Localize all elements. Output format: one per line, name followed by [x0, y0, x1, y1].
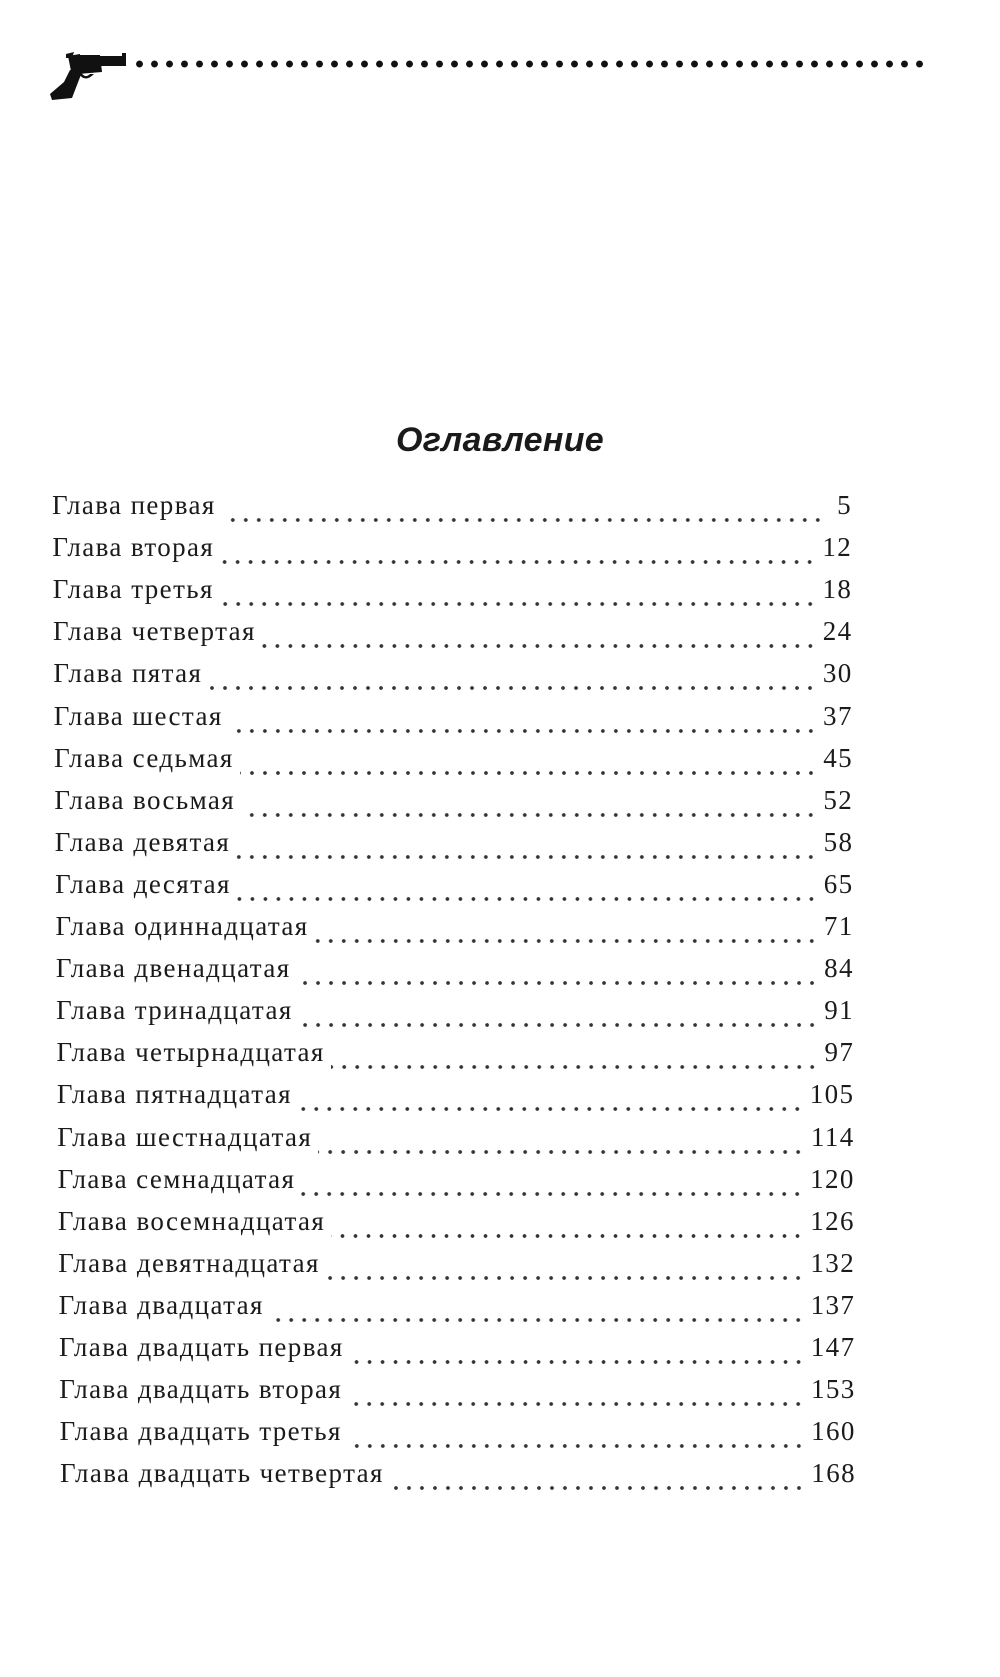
toc-chapter-title: Глава первая [52, 490, 216, 520]
toc-chapter-title: Глава вторая [52, 532, 215, 563]
toc-entry [54, 701, 853, 741]
toc-page-number: 114 [810, 1121, 855, 1152]
toc-entry [52, 490, 852, 530]
toc-entry [53, 616, 852, 656]
toc-entry [60, 1458, 856, 1498]
toc-entry [60, 1416, 856, 1456]
toc-entry [53, 658, 852, 698]
toc-page-number: 120 [810, 1163, 855, 1194]
toc-dot-leader [331, 1233, 804, 1239]
toc-page-number: 147 [810, 1332, 856, 1362]
header-dot-rule [132, 58, 924, 70]
toc-page-number: 137 [810, 1289, 856, 1320]
toc-dot-leader [220, 601, 817, 607]
toc-page-number: 105 [809, 1079, 855, 1110]
toc-entry [57, 1079, 855, 1119]
toc-dot-leader [237, 896, 818, 902]
toc-chapter-title: Глава двадцать первая [58, 1332, 344, 1362]
toc-chapter-title: Глава шестнадцатая [57, 1121, 313, 1152]
toc-dot-leader [315, 938, 818, 944]
toc-dot-leader [348, 1401, 805, 1407]
revolver-icon [48, 52, 140, 102]
toc-dot-leader [390, 1485, 805, 1491]
toc-page-number: 52 [823, 784, 854, 815]
toc-page-number: 18 [822, 574, 853, 605]
toc-page-number: 132 [810, 1247, 856, 1278]
page-title: Оглавление [395, 420, 604, 459]
toc-dot-leader [220, 559, 816, 565]
toc-page-number: 24 [822, 616, 853, 647]
toc-entry [55, 911, 853, 951]
toc-entry [55, 869, 853, 909]
toc-page-number: 97 [824, 1037, 855, 1068]
toc-chapter-title: Глава четвертая [53, 616, 256, 647]
toc-chapter-title: Глава семнадцатая [57, 1163, 296, 1194]
toc-entry [58, 1206, 855, 1246]
toc-entry [57, 1037, 855, 1077]
toc-entry [54, 785, 853, 825]
toc-dot-leader [299, 1022, 819, 1028]
toc-entry [56, 953, 854, 993]
toc-page-number: 12 [822, 532, 853, 563]
toc-dot-leader [350, 1359, 805, 1365]
toc-chapter-title: Глава восемнадцатая [57, 1205, 326, 1236]
toc-entry [57, 1122, 854, 1162]
toc-dot-leader [318, 1149, 805, 1155]
toc-entry [58, 1164, 855, 1204]
toc-dot-leader [298, 1106, 804, 1112]
toc-entry [54, 743, 853, 783]
toc-dot-leader [270, 1317, 805, 1323]
toc-dot-leader [222, 517, 824, 523]
toc-dot-leader [208, 685, 817, 691]
toc-entry [59, 1374, 855, 1414]
toc-chapter-title: Глава двадцатая [58, 1289, 264, 1320]
toc-dot-leader [262, 643, 817, 649]
toc-chapter-title: Глава девятая [54, 826, 231, 857]
toc-page-number: 91 [824, 995, 855, 1026]
toc-dot-leader [331, 1064, 819, 1070]
toc-dot-leader [326, 1275, 805, 1281]
toc-page-number: 71 [823, 911, 854, 941]
toc-chapter-title: Глава двенадцатая [55, 953, 291, 984]
toc-entry [59, 1332, 856, 1372]
toc-dot-leader [297, 980, 819, 986]
toc-dot-leader [240, 770, 817, 776]
toc-dot-leader [236, 854, 817, 860]
toc-entry [56, 995, 854, 1035]
toc-chapter-title: Глава двадцать третья [59, 1416, 342, 1447]
toc-chapter-title: Глава седьмая [54, 742, 234, 773]
toc-page-number: 65 [823, 868, 854, 899]
toc-page-number: 126 [810, 1205, 855, 1236]
toc-chapter-title: Глава пятнадцатая [56, 1079, 292, 1110]
toc-entry [52, 532, 852, 572]
toc-entry [58, 1248, 855, 1288]
toc-dot-leader [348, 1443, 805, 1449]
toc-page-number: 168 [811, 1458, 856, 1489]
toc-chapter-title: Глава восьмая [54, 784, 236, 815]
toc-chapter-title: Глава девятнадцатая [58, 1247, 320, 1278]
toc-page-number: 45 [823, 742, 854, 773]
toc-entry [59, 1290, 856, 1330]
toc-page-number: 84 [824, 953, 854, 984]
toc-entry [53, 574, 853, 614]
toc-chapter-title: Глава тринадцатая [56, 995, 293, 1026]
toc-chapter-title: Глава третья [52, 574, 214, 605]
toc-page-number: 30 [822, 658, 853, 689]
toc-chapter-title: Глава шестая [53, 700, 223, 731]
toc-page-number: 160 [811, 1416, 856, 1447]
toc-chapter-title: Глава десятая [55, 868, 231, 899]
toc-page-number: 5 [837, 490, 852, 520]
toc-dot-leader [241, 812, 817, 818]
toc-chapter-title: Глава двадцать вторая [59, 1374, 343, 1405]
toc-entry [55, 827, 854, 867]
toc-page-number: 37 [823, 700, 853, 731]
toc-dot-leader [301, 1191, 804, 1197]
toc-page-number: 58 [823, 826, 854, 857]
toc-chapter-title: Глава одиннадцатая [55, 911, 309, 941]
header-ornament [48, 48, 928, 108]
toc-chapter-title: Глава пятая [53, 658, 203, 689]
toc-chapter-title: Глава двадцать четвертая [60, 1458, 384, 1489]
toc-dot-leader [229, 728, 817, 734]
toc-page-number: 153 [810, 1374, 856, 1405]
toc-chapter-title: Глава четырнадцатая [56, 1037, 325, 1068]
